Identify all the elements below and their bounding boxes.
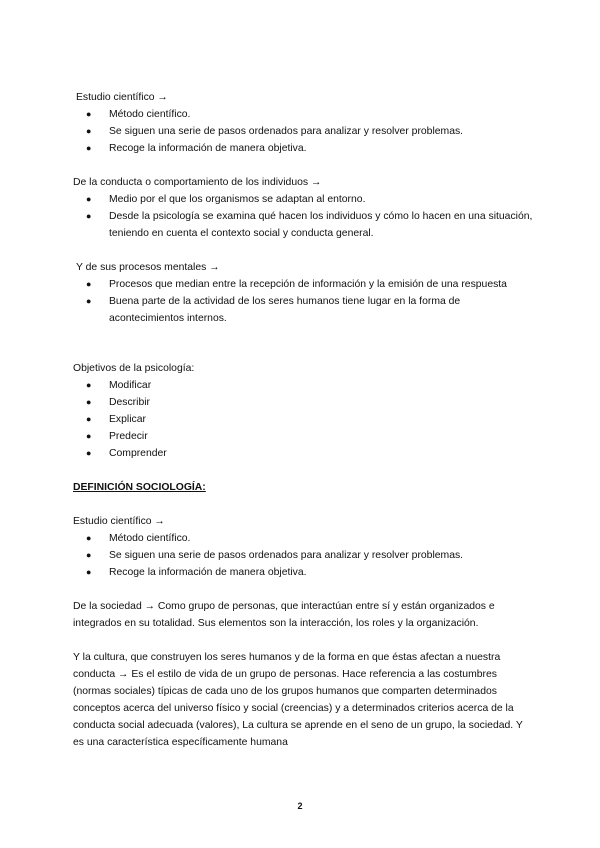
list-item: ● Medio por el que los organismos se adaptan al entorno. — [73, 191, 533, 208]
list-item: ● Recoge la información de manera objetiva. — [73, 564, 533, 581]
list-item: ● Buena parte de la actividad de los seres humanos tiene lugar en la forma de acontecimientos internos. — [73, 293, 533, 327]
list-item: ● Explicar — [73, 411, 533, 428]
section-heading: Estudio científico → — [76, 92, 168, 103]
list-item: ● Procesos que median entre la recepción de información y la emisión de una respuesta — [73, 276, 533, 293]
section-heading: Objetivos de la psicología: — [73, 363, 195, 374]
bullet-list — [73, 530, 533, 581]
section-mental-processes — [73, 259, 533, 327]
section-heading: De la conducta o comportamiento de los individuos → — [73, 177, 322, 188]
list-item: ● Se siguen una serie de pasos ordenados para analizar y resolver problemas. — [73, 547, 533, 564]
list-item: ● Método científico. — [73, 530, 533, 547]
sociology-title-block — [73, 479, 533, 496]
list-item: ● Comprender — [73, 445, 533, 462]
section-behavior — [73, 174, 533, 242]
list-item: ● Describir — [73, 394, 533, 411]
list-item: ● Desde la psicología se examina qué hacen los individuos y cómo lo hacen en una situación, teniendo en cuenta el contexto social y conducta general. — [73, 208, 533, 242]
paragraph: Y la cultura, que construyen los seres humanos y de la forma en que éstas afectan a nuestra conducta → Es el estilo de vida de un grupo de personas. Hace referencia a las costumbres (normas sociales) típicas de cada uno de los grupos humanos que comparten determinados conceptos acerca del universo físico y social (creencias) y a determinados criterios acerca de la conducta social adecuada (valores), La cultura se aprende en el seno de un grupo, la sociedad. Y es una característica específicamente humana — [73, 652, 523, 748]
section-scientific-study — [73, 89, 533, 157]
paragraph-culture — [73, 649, 533, 751]
section-heading: Y de sus procesos mentales → — [76, 262, 220, 273]
page-title: DEFINICIÓN SOCIOLOGÍA: — [73, 482, 206, 493]
section-heading: Estudio científico → — [73, 516, 165, 527]
bullet-list — [73, 377, 533, 462]
paragraph: De la sociedad → Como grupo de personas, que interactúan entre sí y están organizados e integrados en su totalidad. Sus elementos son la interacción, los roles y la organización. — [73, 601, 495, 629]
section-sociology-study — [73, 513, 533, 581]
paragraph-society — [73, 598, 533, 632]
bullet-list — [73, 106, 533, 157]
list-item: ● Recoge la información de manera objetiva. — [73, 140, 533, 157]
list-item: ● Método científico. — [73, 106, 533, 123]
list-item: ● Modificar — [73, 377, 533, 394]
section-objectives — [73, 360, 533, 462]
list-item: ● Se siguen una serie de pasos ordenados para analizar y resolver problemas. — [73, 123, 533, 140]
bullet-list — [73, 191, 533, 242]
page-number: 2 — [297, 801, 303, 811]
list-item: ● Predecir — [73, 428, 533, 445]
bullet-list — [73, 276, 533, 327]
